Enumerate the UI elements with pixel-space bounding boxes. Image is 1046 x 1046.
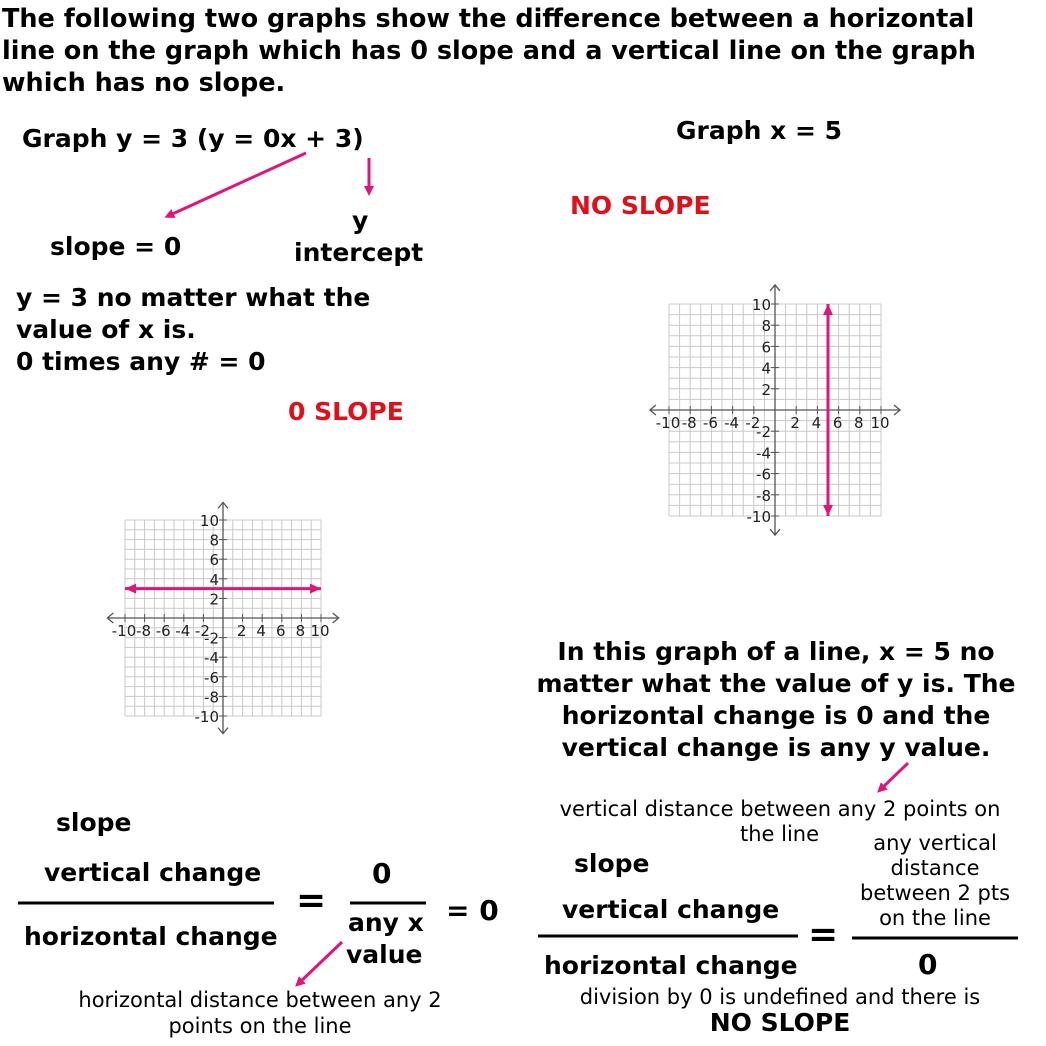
left-footnote-1: horizontal distance between any 2 (78, 988, 442, 1012)
intro-line-2: line on the graph which has 0 slope and a vertical line on the graph (2, 36, 976, 66)
graph-x-equals-5 (650, 285, 900, 535)
right-note-1: vertical distance between any 2 points on (559, 797, 1001, 821)
left-heading: Graph y = 3 (y = 0x + 3) (22, 124, 364, 153)
right-frac-top-3: between 2 pts (859, 881, 1011, 905)
left-y-tick-label: 4 (209, 570, 219, 589)
left-denominator: horizontal change (24, 922, 278, 951)
left-frac-bottom-1: any x (348, 908, 424, 937)
left-y-tick-label: -10 (194, 708, 219, 726)
left-x-tick-label: -10 (111, 622, 137, 640)
right-y-tick-label: 6 (761, 338, 771, 357)
right-y-tick-label: -4 (756, 444, 771, 463)
left-x-tick-label: 4 (256, 622, 266, 640)
right-line-arrowhead (823, 505, 833, 516)
right-x-tick-label: 10 (870, 414, 890, 432)
right-frac-top-2: distance (890, 856, 980, 880)
left-y-tick-label: 10 (199, 512, 219, 530)
right-frac-top-1: any vertical (873, 831, 997, 855)
right-badge: NO SLOPE (570, 191, 711, 220)
right-y-tick-label: 10 (751, 296, 771, 314)
left-y-tick-label: -6 (204, 668, 219, 687)
left-slope-label: slope (56, 808, 132, 837)
right-y-tick-label: 8 (761, 317, 771, 336)
right-note-2: the line (740, 822, 820, 846)
right-heading: Graph x = 5 (676, 116, 842, 145)
right-x-tick-label: 2 (790, 414, 800, 432)
left-line-arrowhead (310, 584, 321, 594)
left-y-tick-label: 6 (209, 551, 219, 570)
left-intercept-note-2: intercept (294, 238, 424, 267)
left-equals: = (296, 880, 327, 921)
right-explain-4: vertical change is any y value. (561, 733, 991, 762)
right-frac-bottom: 0 (918, 948, 938, 981)
left-x-tick-label: 6 (276, 622, 286, 640)
right-y-tick-label: -10 (746, 508, 771, 526)
right-x-tick-label: -4 (724, 414, 740, 432)
arrow-to-slope-note (168, 153, 306, 216)
left-result: = 0 (446, 894, 499, 927)
right-y-tick-label: 2 (761, 380, 771, 399)
right-x-tick-label: 6 (832, 414, 843, 432)
intro-line-3: which has no slope. (2, 68, 286, 98)
right-y-tick-label: -2 (756, 423, 771, 442)
right-line-arrowhead (823, 304, 833, 315)
left-explain-3: 0 times any # = 0 (16, 347, 266, 376)
left-y-tick-label: -4 (204, 649, 219, 668)
left-y-tick-label: -8 (204, 688, 219, 707)
right-slope-label: slope (574, 849, 650, 878)
left-numerator: vertical change (44, 858, 262, 887)
right-explain-2: matter what the value of y is. The (536, 669, 1016, 698)
right-footnote-2: NO SLOPE (709, 1008, 851, 1037)
left-line-arrowhead (125, 584, 136, 594)
right-explain-3: horizontal change is 0 and the (561, 701, 991, 730)
right-y-tick-label: 4 (761, 359, 771, 378)
right-equals: = (808, 914, 839, 955)
graph-y-equals-3 (107, 502, 338, 733)
left-y-tick-label: 8 (209, 531, 219, 550)
right-frac-top-4: on the line (879, 906, 991, 930)
left-x-tick-label: 10 (310, 622, 330, 640)
intro-line-1: The following two graphs show the difference between a horizontal (2, 4, 975, 34)
left-footnote-2: points on the line (168, 1014, 352, 1038)
left-y-tick-label: -2 (204, 629, 219, 648)
left-x-tick-label: 2 (236, 622, 247, 640)
right-x-tick-label: -8 (681, 414, 697, 432)
left-x-tick-label: -2 (194, 622, 210, 640)
left-x-tick-label: -8 (136, 622, 152, 640)
right-y-tick-label: -6 (756, 465, 771, 484)
right-numerator: vertical change (562, 895, 780, 924)
left-frac-top: 0 (372, 857, 392, 890)
left-badge: 0 SLOPE (288, 397, 404, 426)
left-x-tick-label: -6 (155, 622, 171, 640)
arrow-to-horizontal-note (298, 942, 342, 984)
arrow-to-vertical-note (880, 763, 908, 790)
left-frac-bottom-2: value (346, 940, 423, 969)
right-x-tick-label: -2 (745, 414, 761, 432)
left-intercept-note-1: y (352, 206, 369, 235)
left-x-tick-label: 8 (295, 622, 306, 640)
right-footnote-1: division by 0 is undefined and there is (579, 985, 981, 1009)
right-denominator: horizontal change (544, 951, 798, 980)
right-x-tick-label: -10 (655, 414, 681, 432)
right-y-tick-label: -8 (756, 486, 771, 505)
left-slope-note: slope = 0 (50, 232, 182, 261)
right-explain-1: In this graph of a line, x = 5 no (557, 637, 995, 666)
left-x-tick-label: -4 (175, 622, 191, 640)
right-x-tick-label: 4 (811, 414, 822, 432)
left-explain-1: y = 3 no matter what the (16, 283, 371, 312)
right-x-tick-label: 8 (854, 414, 864, 432)
right-x-tick-label: -6 (702, 414, 718, 432)
left-explain-2: value of x is. (16, 315, 196, 344)
left-y-tick-label: 2 (209, 590, 219, 609)
